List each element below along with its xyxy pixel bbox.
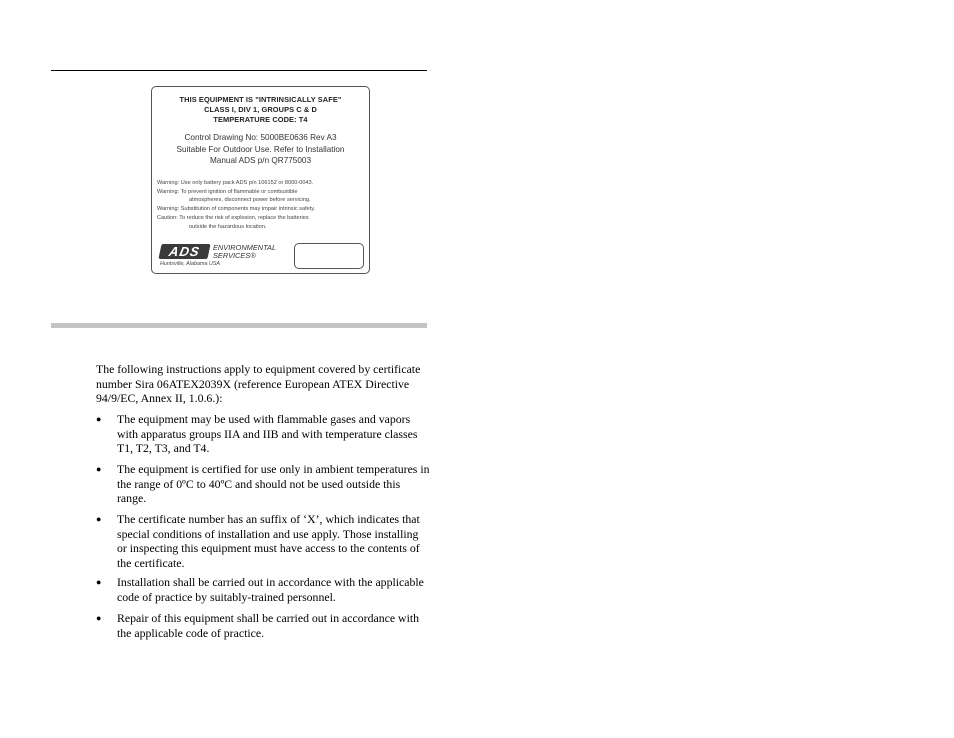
label-control-line-2: Suitable For Outdoor Use. Refer to Installation — [176, 145, 345, 154]
ads-logo-line-1: ENVIRONMENTAL — [213, 243, 277, 252]
label-warning-line-6: outside the hazardous location. — [189, 224, 267, 230]
label-warning-line-1: Warning: Use only battery pack ADS p/n 106152 or 8000-0043. — [157, 180, 314, 186]
ads-logo-city: Huntsville, Alabama USA — [160, 261, 221, 267]
label-warning-line-2: Warning: To prevent ignition of flammable or combustible — [157, 189, 298, 195]
bullet-icon: ● — [96, 577, 102, 587]
label-header-line-1: THIS EQUIPMENT IS "INTRINSICALLY SAFE" — [179, 95, 342, 104]
ads-logo-text — [213, 244, 276, 259]
intro-paragraph: The following instructions apply to equipment covered by certificate number Sira 06ATEX2039X (reference European ATEX Directive 94/9/EC, Annex II, 1.0.6.): — [96, 362, 421, 405]
bullet-icon: ● — [96, 464, 102, 474]
bullet-icon: ● — [96, 414, 102, 424]
list-item-text: The equipment may be used with flammable gases and vapors with apparatus groups IIA and IIB and with temperature classes T1, T2, T3, and T4. — [117, 412, 418, 455]
ads-logo — [160, 244, 300, 272]
top-rule — [51, 70, 427, 71]
list-item-text: Installation shall be carried out in accordance with the applicable code of practice by suitably-trained personnel. — [117, 575, 424, 604]
bullet-icon: ● — [96, 514, 102, 524]
label-warning-line-5: Caution: To reduce the risk of explosion, replace the batteries — [157, 215, 309, 221]
label-control-line-3: Manual ADS p/n QR775003 — [209, 156, 312, 165]
list-item-text: The equipment is certified for use only in ambient temperatures in the range of 0ºC to 40ºC and should not be used outside this range. — [117, 462, 430, 505]
ads-logo-line-2: SERVICES® — [213, 250, 256, 260]
label-warning-line-3: atmospheres, disconnect power before servicing. — [189, 197, 311, 203]
label-control-line-1: Control Drawing No: 5000BE0636 Rev A3 — [184, 133, 337, 142]
label-header-line-2: CLASS I, DIV 1, GROUPS C & D — [204, 105, 317, 114]
ads-logo-mark: ADS — [158, 244, 210, 259]
list-item-text: The certificate number has an suffix of ‘X’, which indicates that special conditions of installation and use apply. Those installing or inspecting this equipment must have access to the contents of the certificate. — [117, 512, 420, 570]
serial-number-box — [294, 243, 364, 269]
bullet-icon: ● — [96, 613, 102, 623]
section-divider — [51, 323, 427, 328]
label-header-line-3: TEMPERATURE CODE: T4 — [213, 115, 308, 124]
equipment-label-image — [151, 86, 370, 274]
list-item-text: Repair of this equipment shall be carried out in accordance with the applicable code of practice. — [117, 611, 420, 640]
label-warning-line-4: Warning: Substitution of components may impair intrinsic safety. — [157, 206, 316, 212]
